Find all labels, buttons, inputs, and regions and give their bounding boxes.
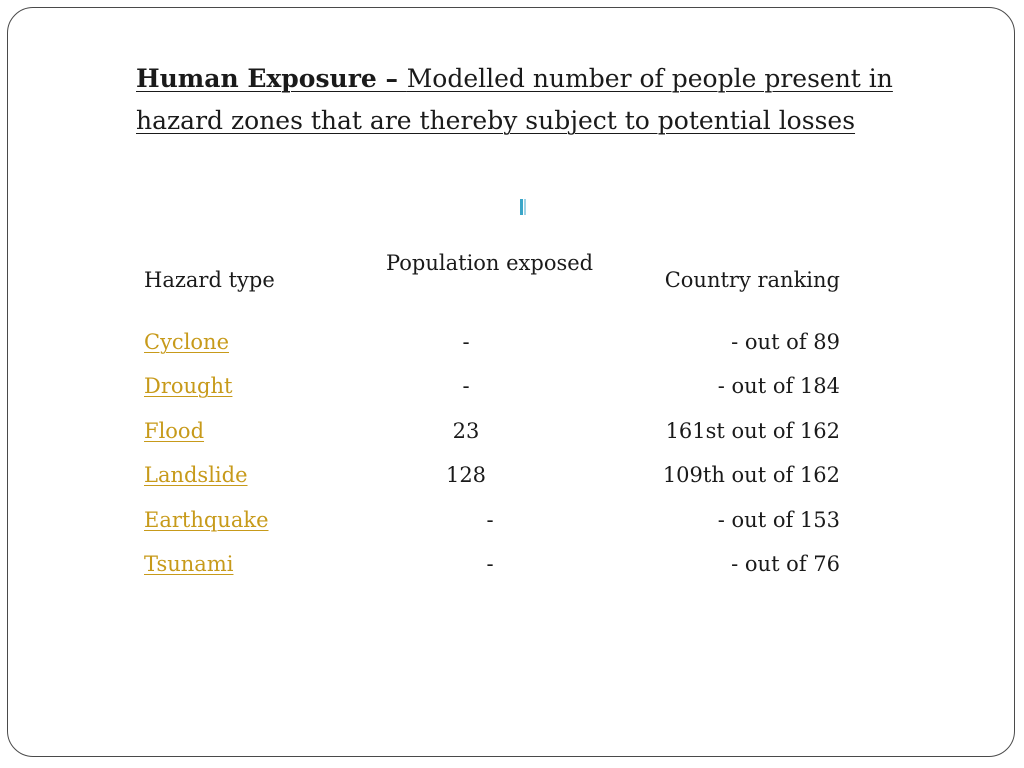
header-hazard-type: Hazard type (144, 268, 275, 292)
table-row-hazard[interactable] (144, 504, 269, 536)
header-population-exposed: Population exposed (386, 251, 594, 275)
hazard-link-cyclone[interactable]: Cyclone (144, 330, 230, 354)
slide-title (136, 58, 926, 142)
table-row-population: 128 (445, 463, 487, 487)
hazard-link-drought[interactable]: Drought (144, 374, 233, 398)
title-bold-text: Human Exposure – (136, 64, 407, 93)
hazard-link-earthquake[interactable]: Earthquake (144, 508, 269, 532)
table-row-hazard[interactable] (144, 415, 204, 447)
hazard-link-tsunami[interactable]: Tsunami (144, 552, 234, 576)
table-row-hazard[interactable] (144, 459, 248, 491)
table-row-ranking: - out of 89 (731, 330, 840, 354)
hazard-link-flood[interactable]: Flood (144, 419, 205, 443)
table-row-population: - (462, 374, 470, 398)
table-row-hazard[interactable] (144, 326, 229, 358)
table-row-ranking: - out of 76 (731, 552, 840, 576)
table-row-ranking: - out of 153 (717, 508, 840, 532)
table-row-ranking: 109th out of 162 (662, 463, 840, 487)
text-cursor-marker (520, 199, 526, 215)
table-row-ranking: - out of 184 (717, 374, 840, 398)
table-row-ranking: 161st out of 162 (665, 419, 840, 443)
table-row-hazard[interactable] (144, 548, 233, 580)
table-row-hazard[interactable] (144, 370, 232, 402)
table-row-population: - (486, 508, 494, 532)
header-country-ranking: Country ranking (664, 268, 840, 292)
table-row-population: - (486, 552, 494, 576)
hazard-link-landslide[interactable]: Landslide (144, 463, 248, 487)
table-row-population: - (462, 330, 470, 354)
table-row-population: 23 (452, 419, 480, 443)
title-normal-text: Modelled number of people present in hazard zones that are thereby subject to potential losses (136, 64, 893, 135)
